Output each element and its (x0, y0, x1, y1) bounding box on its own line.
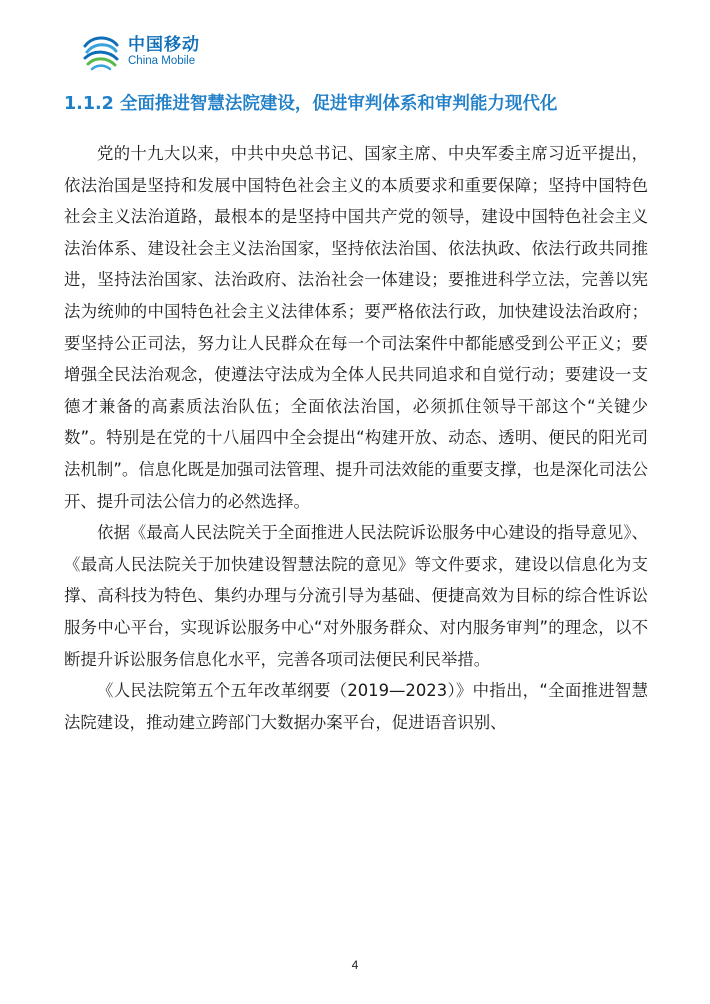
section-heading: 1.1.2 全面推进智慧法院建设，促进审判体系和审判能力现代化 (64, 94, 558, 114)
china-mobile-logo-icon (80, 32, 122, 72)
logo-english-name: China Mobile (128, 55, 196, 67)
paragraph: 《人民法院第五个五年改革纲要（2019—2023）》中指出，“全面推进智慧法院建设，推动建立跨部门大数据办案平台，促进语音识别、 (64, 681, 648, 732)
page-number: 4 (351, 958, 359, 972)
paragraph: 党的十九大以来，中共中央总书记、国家主席、中央军委主席习近平提出，依法治国是坚持和发展中国特色社会主义的本质要求和重要保障；坚持中国特色社会主义法治道路，最根本的是坚持中国共产党的领导，建设中国特色社会主义法治体系、建设社会主义法治国家，坚持依法治国、依法执政、依法行政共同推进，坚持法治国家、法治政府、法治社会一体建设；要推进科学立法，完善以宪法为统帅的中国特色社会主义法律体系；要严格依法行政，加快建设法治政府；要坚持公正司法，努力让人民群众在每一个司法案件中都能感受到公平正义；要增强全民法治观念，使遵法守法成为全体人民共同追求和自觉行动；要建设一支德才兼备的高素质法治队伍；全面依法治国，必须抓住领导干部这个“关键少数”。特别是在党的十八届四中全会提出“构建开放、动态、透明、便民的阳光司法机制”。信息化既是加强司法管理、提升司法效能的重要支撑，也是深化司法公开、提升司法公信力的必然选择。 (64, 144, 648, 511)
logo-chinese-name: 中国移动 (128, 35, 200, 55)
body-text (64, 138, 648, 738)
brand-logo (80, 32, 200, 72)
paragraph: 依据《最高人民法院关于全面推进人民法院诉讼服务中心建设的指导意见》、《最高人民法院关于加快建设智慧法院的意见》等文件要求，建设以信息化为支撑、高科技为特色、集约办理与分流引导为基础、便捷高效为目标的综合性诉讼服务中心平台，实现诉讼服务中心“对外服务群众、对内服务审判”的理念，以不断提升诉讼服务信息化水平，完善各项司法便民利民举措。 (64, 523, 648, 669)
